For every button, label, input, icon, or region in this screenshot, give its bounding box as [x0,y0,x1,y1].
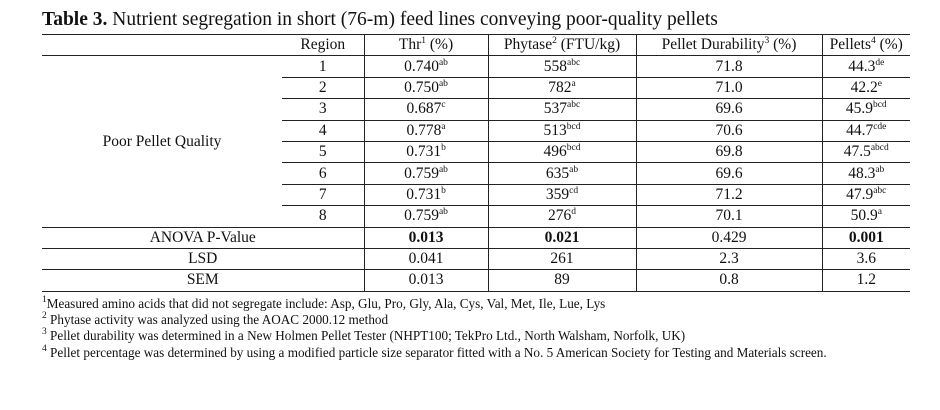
stat-row [42,270,910,291]
pellets-cell [822,206,910,227]
phytase-cell [488,163,636,184]
pellets-cell-value: 48.3 [848,164,876,182]
pellets-cell-letters: de [875,57,885,68]
table-title [42,9,718,31]
phytase-cell-letters: bcd [566,121,581,132]
pellets-cell-value: 50.9 [850,207,878,225]
phytase-cell-value: 558 [543,57,568,75]
thr-stat: 0.041 [364,248,488,269]
phytase-cell-letters: abc [567,57,581,68]
durability-cell [636,120,822,141]
header-region: Region [282,35,364,56]
thr-cell-value: 0.759 [404,207,439,225]
durability-cell-value: 71.8 [715,57,743,75]
table-label: Table 3. [42,9,108,30]
thr-cell [364,120,488,141]
phytase-cell [488,77,636,98]
durability-cell-value: 69.6 [715,100,743,118]
region-cell: 4 [282,120,364,141]
phytase-cell-letters: ab [569,164,579,175]
thr-cell-value: 0.740 [404,57,439,75]
durability-cell [636,99,822,120]
stat-row [42,248,910,269]
thr-cell [364,56,488,77]
pellets-cell-value: 44.3 [848,57,876,75]
pellets-cell [822,163,910,184]
header-phytase: Phytase$^2$ (FTU/kg) [488,35,636,56]
nutrient-table [42,34,910,292]
durability-cell-value: 69.8 [715,143,743,161]
durability-cell [636,141,822,162]
phytase-cell-value: 635 [545,164,570,182]
pellets-cell-letters: a [877,207,882,218]
pellets-cell [822,99,910,120]
pellets-cell-letters: bcd [872,100,887,111]
pellets-cell-value: 47.5 [843,143,871,161]
footnote: $^4$ Pellet percentage was determined by using a modified particle size separator fitted with a No. 5 American Society for Testing and Materials screen. [42,343,827,360]
region-cell: 7 [282,184,364,205]
durability-cell-value: 70.6 [715,121,743,139]
pellets-cell-letters: ab [875,164,885,175]
durability-cell-value: 69.6 [715,164,743,182]
stat-label: LSD [42,248,364,269]
durability-cell [636,184,822,205]
thr-cell-letters: b [441,185,446,196]
pellets-cell-value: 42.2 [850,78,878,96]
thr-stat: 0.013 [364,270,488,291]
pellets-cell-letters: e [877,78,882,89]
phytase-cell-letters: abc [567,100,581,111]
durability-cell [636,206,822,227]
durability-cell-value: 71.0 [715,78,743,96]
pellets-cell-letters: abcd [870,143,889,154]
thr-cell-letters: a [441,121,446,132]
thr-cell-letters: ab [438,57,448,68]
durability-cell [636,163,822,184]
phytase-cell [488,99,636,120]
thr-cell-letters: ab [438,207,448,218]
phytase-cell-value: 537 [543,100,568,118]
phytase-cell-letters: cd [569,185,579,196]
pellets-cell-value: 47.9 [846,185,874,203]
thr-cell-value: 0.759 [404,164,439,182]
pellets-cell [822,141,910,162]
durability-cell [636,77,822,98]
thr-cell-letters: c [441,100,446,111]
phytase-stat: 0.021 [488,227,636,248]
thr-cell-value: 0.778 [406,121,442,139]
table-row [42,56,910,77]
phytase-cell-letters: a [571,78,576,89]
header-thr: Thr$^1$ (%) [364,35,488,56]
thr-stat: 0.013 [364,227,488,248]
phytase-cell [488,120,636,141]
stat-label: ANOVA P-Value [42,227,364,248]
stat-rows [42,227,910,291]
thr-cell-value: 0.687 [406,100,442,118]
thr-cell-letters: b [441,143,446,154]
header-durability: Pellet Durability$^3$ (%) [636,35,822,56]
durability-stat: 0.429 [636,227,822,248]
thr-cell-letters: ab [438,78,448,89]
durability-cell-value: 71.2 [715,185,743,203]
phytase-cell [488,56,636,77]
pellets-stat: 0.001 [822,227,910,248]
group-label: Poor Pellet Quality [102,132,222,150]
pellets-cell [822,77,910,98]
thr-cell [364,163,488,184]
durability-stat: 0.8 [636,270,822,291]
pellets-stat: 1.2 [822,270,910,291]
phytase-stat: 261 [488,248,636,269]
stat-label: SEM [42,270,364,291]
phytase-cell [488,141,636,162]
footnote: $^2$ Phytase activity was analyzed using the AOAC 2000.12 method [42,311,389,328]
pellets-cell [822,56,910,77]
thr-cell [364,206,488,227]
region-cell: 2 [282,77,364,98]
thr-cell-letters: ab [438,164,448,175]
footnotes [42,296,892,361]
pellets-cell [822,184,910,205]
pellets-cell-value: 45.9 [845,100,873,118]
thr-cell-value: 0.731 [406,185,442,203]
thr-cell [364,77,488,98]
region-rows [42,56,910,227]
durability-cell [636,56,822,77]
footnote: $^1$Measured amino acids that did not segregate include: Asp, Glu, Pro, Gly, Ala, Cys, Val, Met, Ile, Lue, Lys [42,295,606,311]
footnote: $^3$ Pellet durability was determined in a New Holmen Pellet Tester (NHPT100; TekPro Ltd., North Walsham, Norfolk, UK) [42,327,686,344]
thr-cell-value: 0.731 [406,143,442,161]
header-blank [42,35,282,56]
region-cell: 5 [282,141,364,162]
phytase-cell [488,206,636,227]
pellets-stat: 3.6 [822,248,910,269]
thr-cell [364,141,488,162]
region-cell: 8 [282,206,364,227]
durability-cell-value: 70.1 [715,207,743,225]
pellets-cell-value: 44.7 [846,121,874,139]
table-caption: Nutrient segregation in short (76-m) feed lines conveying poor-quality pellets [112,9,718,30]
thr-cell-value: 0.750 [404,78,439,96]
durability-stat: 2.3 [636,248,822,269]
pellets-cell-letters: cde [873,121,887,132]
header-row [42,35,910,56]
region-cell: 3 [282,99,364,120]
pellets-cell [822,120,910,141]
pellets-cell-letters: abc [873,185,887,196]
header-pellets: Pellets$^4$ (%) [822,35,910,56]
phytase-cell [488,184,636,205]
region-cell: 6 [282,163,364,184]
thr-cell [364,184,488,205]
phytase-cell-value: 359 [545,185,570,203]
phytase-cell-letters: d [571,207,576,218]
region-cell: 1 [282,56,364,77]
stat-row [42,227,910,248]
phytase-cell-value: 782 [548,78,572,96]
phytase-cell-letters: bcd [566,143,581,154]
phytase-cell-value: 513 [543,121,567,139]
phytase-cell-value: 496 [543,143,567,161]
phytase-cell-value: 276 [548,207,572,225]
thr-cell [364,99,488,120]
phytase-stat: 89 [488,270,636,291]
